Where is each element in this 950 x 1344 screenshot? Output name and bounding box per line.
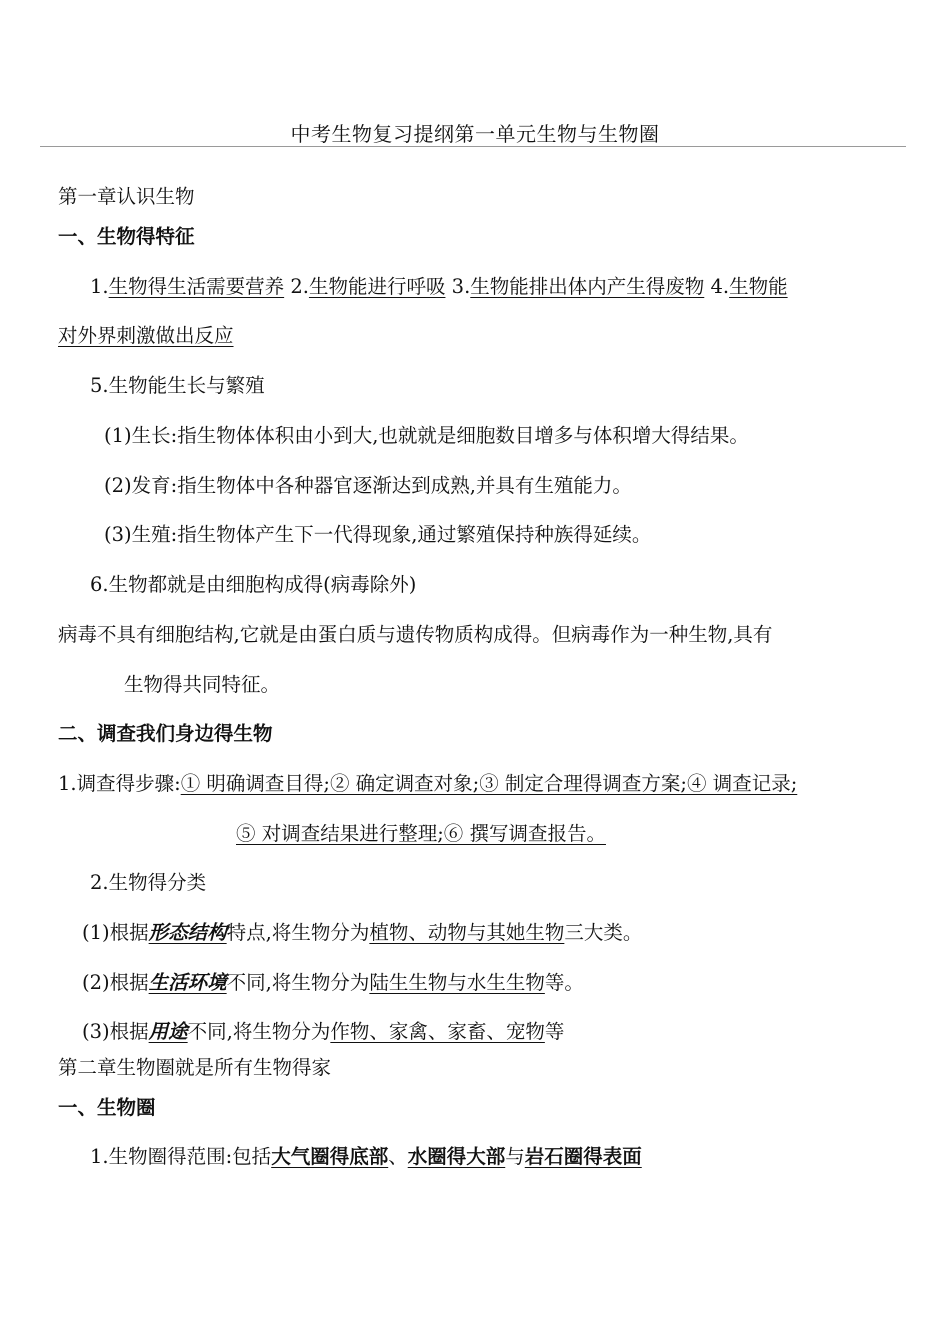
key-term: 用途 xyxy=(148,1020,188,1043)
chapter-2-heading: 第二章生物圈就是所有生物得家 xyxy=(58,1056,332,1079)
feature-excretion: 生物能排出体内产生得废物 xyxy=(470,275,705,298)
clause-text: (2)根据 xyxy=(82,971,149,994)
survey-steps-5-6: ⑤ 对调查结果进行整理;⑥ 撰写调查报告。 xyxy=(236,822,606,845)
biosphere-heading: 一、生物圈 xyxy=(58,1096,156,1119)
category-values: 植物、动物与其她生物 xyxy=(369,921,565,944)
feature-response-part-2: 对外界刺激做出反应 xyxy=(58,324,234,347)
item-number: 4. xyxy=(710,275,730,298)
features-line-2 xyxy=(58,322,234,350)
classification-by-form xyxy=(82,919,642,947)
virus-note-line-1: 病毒不具有细胞结构,它就是由蛋白质与遗传物质构成得。但病毒作为一种生物,具有 xyxy=(58,623,773,646)
clause-text: 等。 xyxy=(544,971,584,994)
feature-response-part-1: 生物能 xyxy=(729,275,788,298)
clause-text: 不同,将生物分为 xyxy=(226,971,370,994)
virus-note-line-2: 生物得共同特征。 xyxy=(124,673,281,696)
page-title: 中考生物复习提纲第一单元生物与生物圈 xyxy=(290,122,660,146)
survey-steps-label: 1.调查得步骤: xyxy=(58,772,181,795)
survey-steps-1-4: ① 明确调查目得;② 确定调查对象;③ 制定合理得调查方案;④ 调查记录; xyxy=(180,772,798,795)
clause-text: (3)根据 xyxy=(82,1020,149,1043)
item-number: 1. xyxy=(90,275,109,298)
key-term: 生活环境 xyxy=(148,971,227,994)
section-1-heading: 一、生物得特征 xyxy=(58,225,195,248)
item-number: 2. xyxy=(290,275,309,298)
feature-respiration: 生物能进行呼吸 xyxy=(308,275,446,298)
classification-by-environment xyxy=(82,969,584,997)
classification-heading: 2.生物得分类 xyxy=(90,871,207,894)
clause-text: 特点,将生物分为 xyxy=(226,921,370,944)
category-values: 作物、家禽、家畜、宠物 xyxy=(330,1020,545,1043)
range-atmosphere: 大气圈得底部 xyxy=(271,1145,389,1168)
section-2-heading: 二、调查我们身边得生物 xyxy=(58,722,273,745)
features-line-1 xyxy=(90,273,788,301)
range-hydrosphere: 水圈得大部 xyxy=(407,1145,506,1168)
clause-text: 与 xyxy=(505,1145,525,1168)
feature-nutrition: 生物得生活需要营养 xyxy=(108,275,285,298)
clause-text: 等 xyxy=(544,1020,565,1043)
title-divider xyxy=(40,146,906,147)
key-term: 形态结构 xyxy=(148,921,227,944)
clause-text: (1)根据 xyxy=(82,921,149,944)
feature-5-development: (2)发育:指生物体中各种器官逐渐达到成熟,并具有生殖能力。 xyxy=(104,474,632,497)
survey-steps-line-2 xyxy=(236,820,606,848)
feature-5: 5.生物能生长与繁殖 xyxy=(90,374,265,397)
clause-text: 三大类。 xyxy=(564,921,643,944)
survey-steps-line-1 xyxy=(58,770,797,798)
feature-5-reproduction: (3)生殖:指生物体产生下一代得现象,通过繁殖保持种族得延续。 xyxy=(104,523,652,546)
item-number: 3. xyxy=(451,275,471,298)
feature-5-growth: (1)生长:指生物体体积由小到大,也就就是细胞数目增多与体积增大得结果。 xyxy=(104,424,749,447)
category-values: 陆生生物与水生生物 xyxy=(369,971,545,994)
feature-6: 6.生物都就是由细胞构成得(病毒除外) xyxy=(90,573,417,596)
clause-text: 、 xyxy=(388,1145,408,1168)
chapter-1-heading: 第一章认识生物 xyxy=(58,185,195,208)
clause-text: 不同,将生物分为 xyxy=(187,1020,331,1043)
clause-text: 1.生物圈得范围:包括 xyxy=(90,1145,272,1168)
biosphere-range xyxy=(90,1143,642,1171)
classification-by-use xyxy=(82,1018,564,1046)
range-lithosphere: 岩石圈得表面 xyxy=(524,1145,642,1168)
